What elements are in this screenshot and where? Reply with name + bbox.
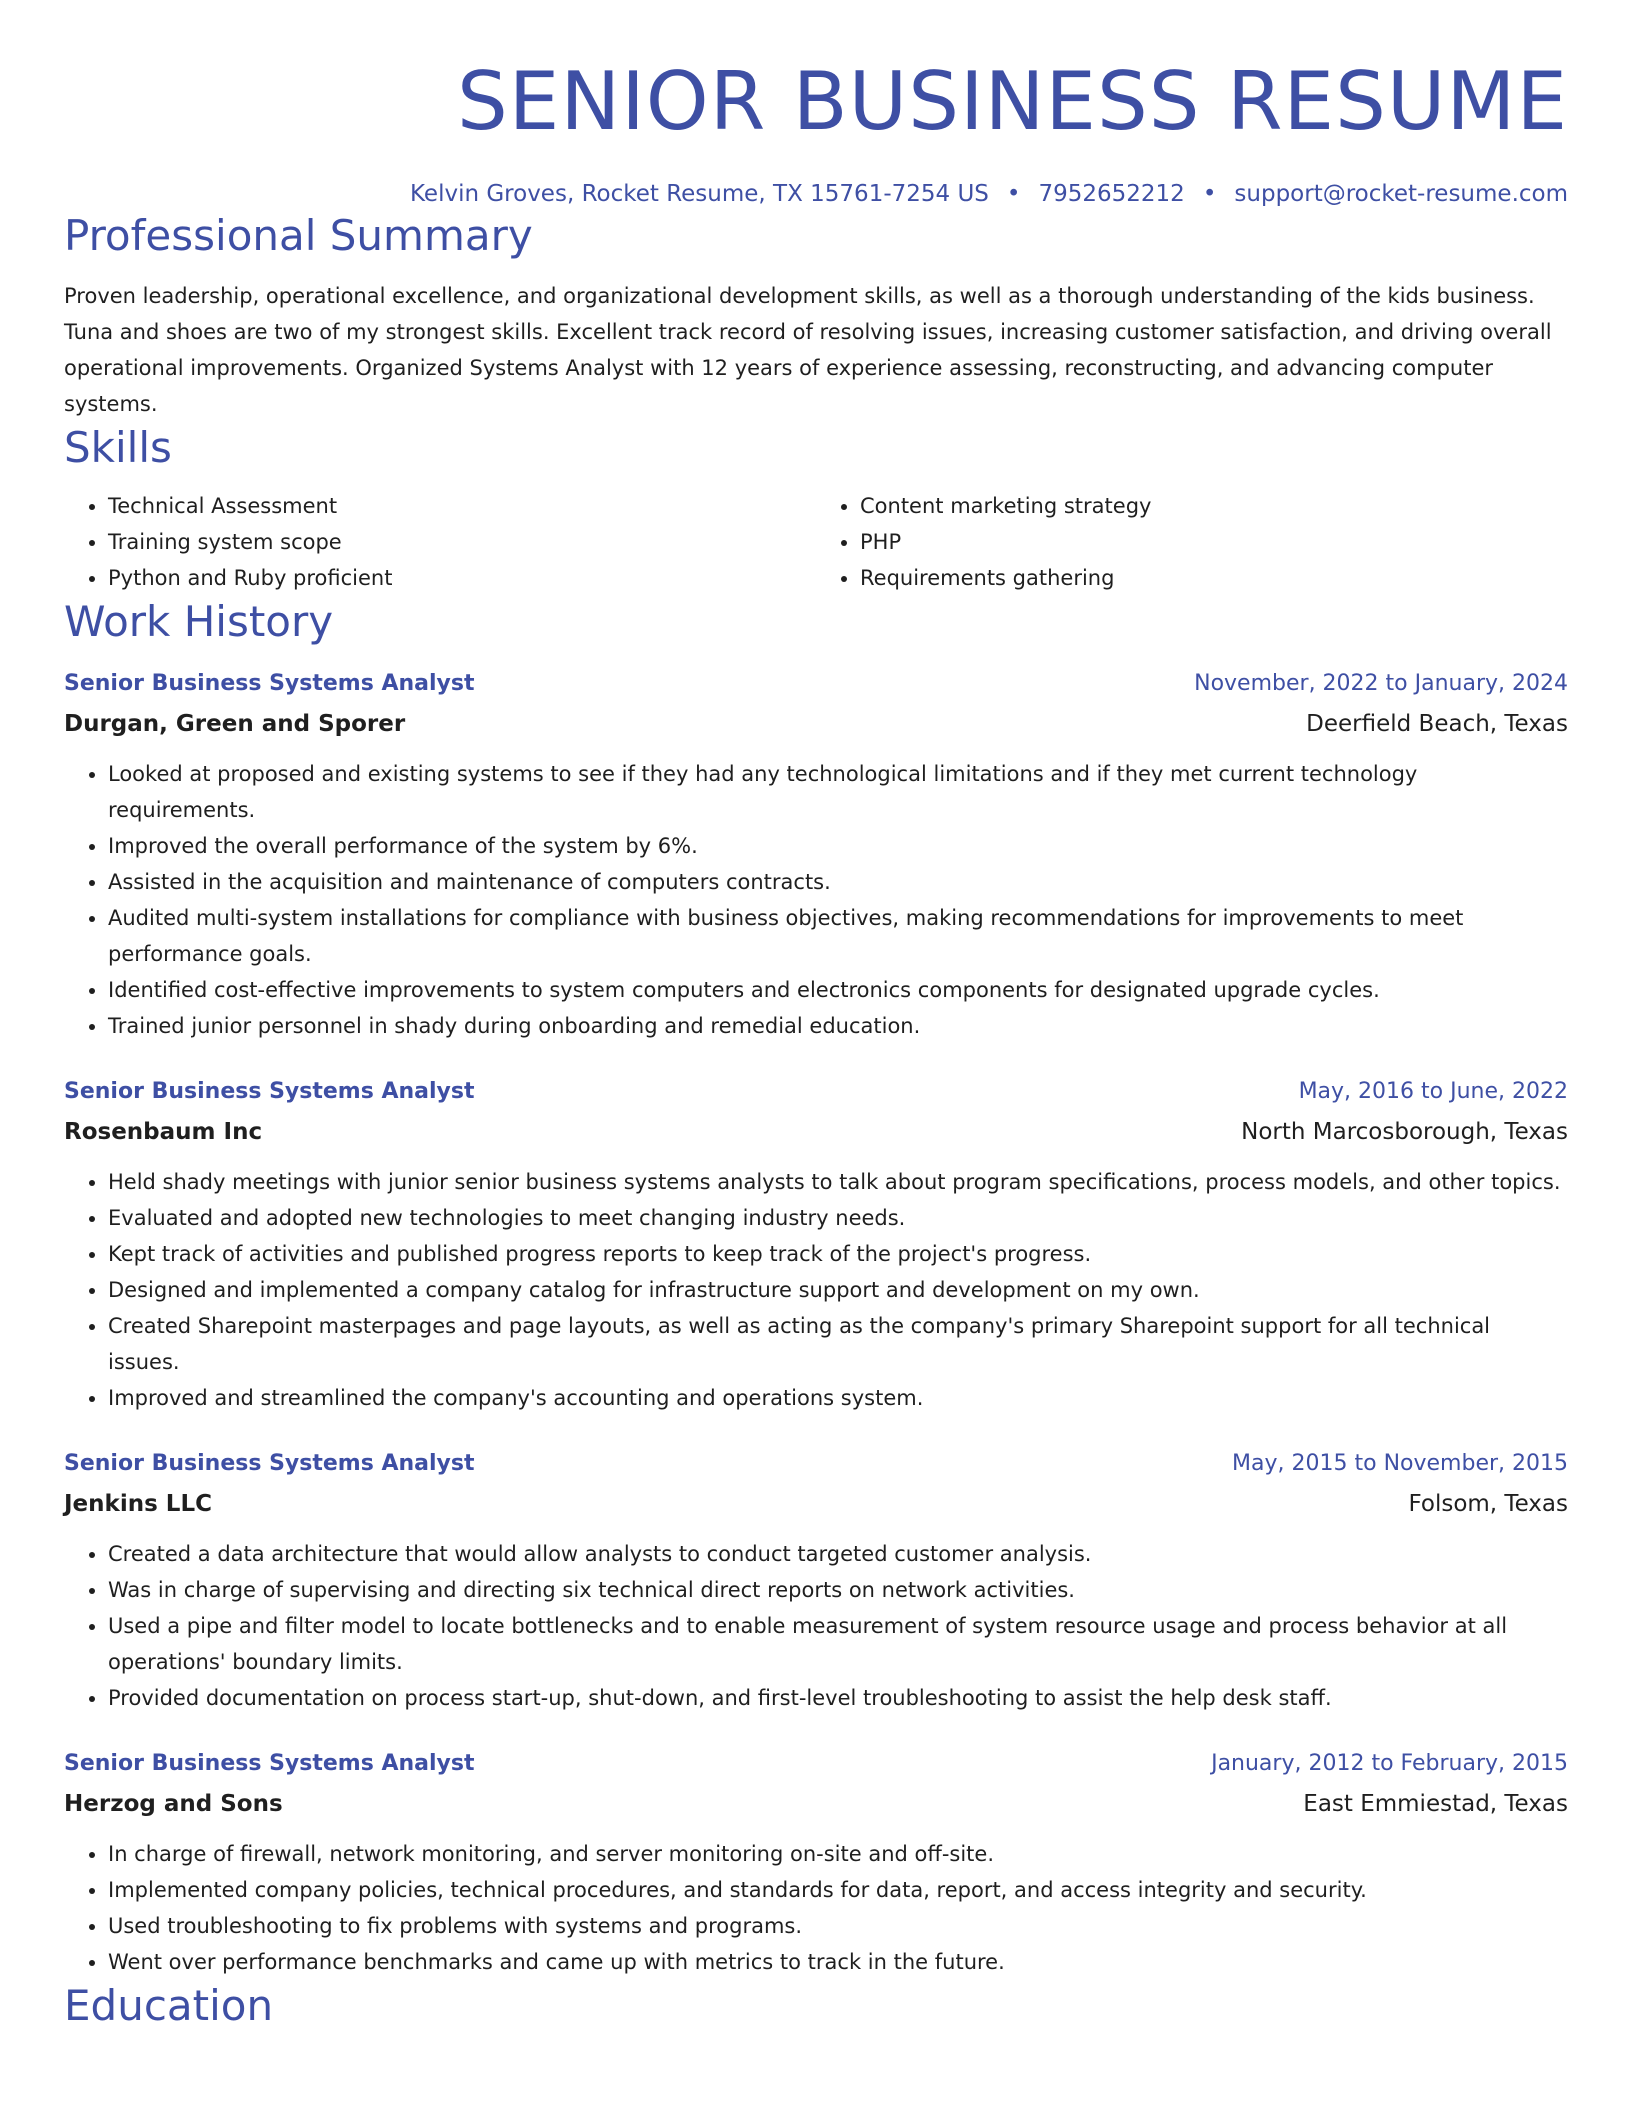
- job-bullet: • Went over performance benchmarks and came up with metrics to track in the future.: [108, 1944, 1568, 1980]
- job-bullet: • Provided documentation on process start-up, shut-down, and first-level troubleshooting to assist the help desk staff.: [108, 1680, 1568, 1716]
- job-bullets: [64, 1536, 1568, 1716]
- job-dates: May, 2016 to June, 2022: [1298, 1079, 1568, 1104]
- skills-heading: Skills: [64, 423, 172, 472]
- job-bullet: • Kept track of activities and published progress reports to keep track of the project's progress.: [108, 1236, 1568, 1272]
- job-bullets: [64, 1164, 1568, 1416]
- job-title: Senior Business Systems Analyst: [64, 1751, 475, 1776]
- job-bullet: • Was in charge of supervising and directing six technical direct reports on network activities.: [108, 1572, 1568, 1608]
- skill-item: • Content marketing strategy: [860, 488, 1568, 524]
- skill-item: • Python and Ruby proficient: [108, 560, 816, 596]
- job-bullet: • In charge of firewall, network monitoring, and server monitoring on-site and off-site.: [108, 1836, 1568, 1872]
- job-company: Durgan, Green and Sporer: [64, 711, 406, 737]
- job-location: North Marcosborough, Texas: [1241, 1119, 1568, 1145]
- skills-column-left: [64, 488, 816, 596]
- skills-list: [64, 488, 1568, 596]
- resume-title: SENIOR BUSINESS RESUME: [457, 55, 1568, 148]
- job-bullet: • Designed and implemented a company catalog for infrastructure support and development on my own.: [108, 1272, 1568, 1308]
- contact-phone: 7952652212: [1038, 181, 1185, 207]
- job-bullet: • Created Sharepoint masterpages and page layouts, as well as acting as the company's primary Sharepoint support for all technical issues.: [108, 1308, 1568, 1380]
- job-company: Herzog and Sons: [64, 1791, 283, 1817]
- job-entry: [64, 1746, 1568, 1980]
- job-location: Folsom, Texas: [1408, 1491, 1568, 1517]
- job-bullet: • Used troubleshooting to fix problems with systems and programs.: [108, 1908, 1568, 1944]
- job-dates: January, 2012 to February, 2015: [1211, 1751, 1568, 1776]
- contact-separator: •: [1006, 181, 1021, 207]
- job-bullet: • Evaluated and adopted new technologies to meet changing industry needs.: [108, 1200, 1568, 1236]
- job-company: Rosenbaum Inc: [64, 1119, 263, 1145]
- job-entry: [64, 1074, 1568, 1416]
- contact-email: support@rocket-resume.com: [1234, 181, 1568, 207]
- contact-line: [64, 178, 1568, 210]
- job-bullet: • Trained junior personnel in shady during onboarding and remedial education.: [108, 1008, 1568, 1044]
- job-location: Deerfield Beach, Texas: [1306, 711, 1568, 737]
- work-history-heading: Work History: [64, 597, 334, 646]
- skill-item: • Technical Assessment: [108, 488, 816, 524]
- job-bullet: • Audited multi-system installations for compliance with business objectives, making recommendations for improvements to meet performance goals.: [108, 900, 1568, 972]
- job-bullet: • Improved the overall performance of the system by 6%.: [108, 828, 1568, 864]
- job-bullet: • Identified cost-effective improvements to system computers and electronics components for designated upgrade cycles.: [108, 972, 1568, 1008]
- job-bullet: • Implemented company policies, technical procedures, and standards for data, report, and access integrity and security.: [108, 1872, 1568, 1908]
- job-bullet: • Created a data architecture that would allow analysts to conduct targeted customer analysis.: [108, 1536, 1568, 1572]
- job-entry: [64, 1446, 1568, 1716]
- contact-separator: •: [1202, 181, 1217, 207]
- job-title: Senior Business Systems Analyst: [64, 1451, 475, 1476]
- education-heading: Education: [64, 1981, 274, 2030]
- summary-heading: Professional Summary: [64, 211, 533, 260]
- job-bullets: [64, 756, 1568, 1044]
- job-title: Senior Business Systems Analyst: [64, 1079, 475, 1104]
- job-bullets: [64, 1836, 1568, 1980]
- job-bullet: • Used a pipe and filter model to locate bottlenecks and to enable measurement of system resource usage and process behavior at all operations' boundary limits.: [108, 1608, 1568, 1680]
- skill-item: • Training system scope: [108, 524, 816, 560]
- job-dates: November, 2022 to January, 2024: [1194, 671, 1568, 696]
- job-entry: [64, 666, 1568, 1044]
- job-bullet: • Assisted in the acquisition and maintenance of computers contracts.: [108, 864, 1568, 900]
- contact-address: Kelvin Groves, Rocket Resume, TX 15761-7254 US: [409, 181, 989, 207]
- job-bullet: • Held shady meetings with junior senior business systems analysts to talk about program specifications, process models, and other topics.: [108, 1164, 1568, 1200]
- summary-text: Proven leadership, operational excellence, and organizational development skills, as well as a thorough understanding of the kids business. Tuna and shoes are two of my strongest skills. Excellent track record of resolving issues, increasing customer satisfaction, and driving overall operational improvements. Organized Systems Analyst with 12 years of experience assessing, reconstructing, and advancing computer systems.: [64, 284, 1552, 416]
- job-dates: May, 2015 to November, 2015: [1232, 1451, 1568, 1476]
- job-title: Senior Business Systems Analyst: [64, 671, 475, 696]
- job-company: Jenkins LLC: [64, 1491, 212, 1517]
- job-location: East Emmiestad, Texas: [1303, 1791, 1568, 1817]
- skill-item: • Requirements gathering: [860, 560, 1568, 596]
- job-bullet: • Looked at proposed and existing systems to see if they had any technological limitations and if they met current technology requirements.: [108, 756, 1568, 828]
- job-bullet: • Improved and streamlined the company's accounting and operations system.: [108, 1380, 1568, 1416]
- skills-column-right: [816, 488, 1568, 596]
- skill-item: • PHP: [860, 524, 1568, 560]
